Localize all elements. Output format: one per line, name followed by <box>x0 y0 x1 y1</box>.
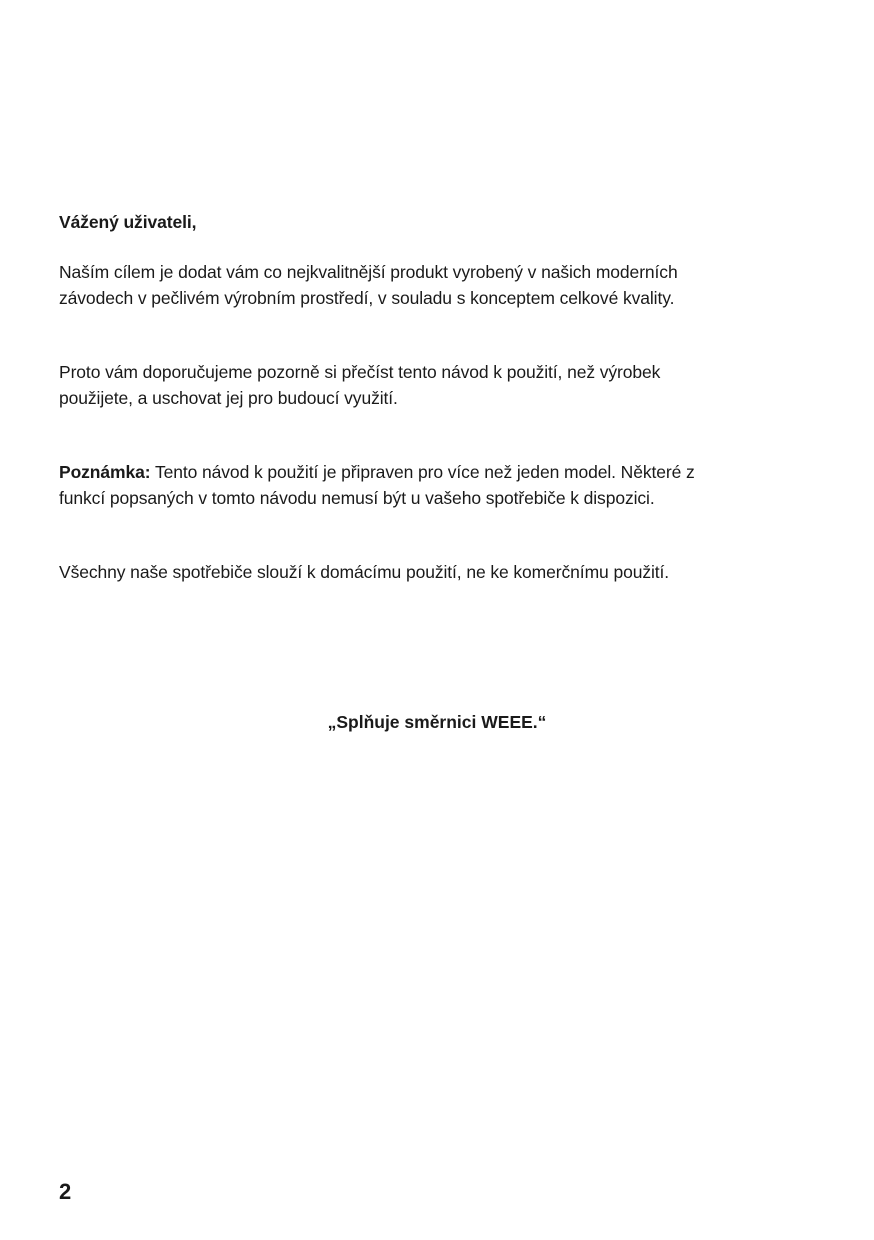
note-line-1: Tento návod k použití je připraven pro více než jeden model. Některé z <box>150 462 695 482</box>
paragraph-read-manual-line-2: použijete, a uschovat jej pro budoucí využití. <box>59 388 398 408</box>
paragraph-quality <box>59 259 819 311</box>
paragraph-read-manual <box>59 359 819 411</box>
page-number: 2 <box>59 1179 72 1204</box>
note-line-2: funkcí popsaných v tomto návodu nemusí být u vašeho spotřebiče k dispozici. <box>59 488 655 508</box>
paragraph-read-manual-line-1: Proto vám doporučujeme pozorně si přečíst tento návod k použití, než výrobek <box>59 362 661 382</box>
paragraph-note <box>59 459 819 511</box>
paragraph-quality-line-1: Naším cílem je dodat vám co nejkvalitnější produkt vyrobený v našich moderních <box>59 262 678 282</box>
paragraph-domestic-use: Všechny naše spotřebiče slouží k domácímu použití, ne ke komerčnímu použití. <box>59 562 670 582</box>
paragraph-quality-line-2: závodech v pečlivém výrobním prostředí, v souladu s konceptem celkové kvality. <box>59 288 675 308</box>
greeting: Vážený uživateli, <box>59 212 197 232</box>
weee-statement: „Splňuje směrnici WEEE.“ <box>327 712 547 732</box>
note-label: Poznámka: <box>59 462 151 482</box>
